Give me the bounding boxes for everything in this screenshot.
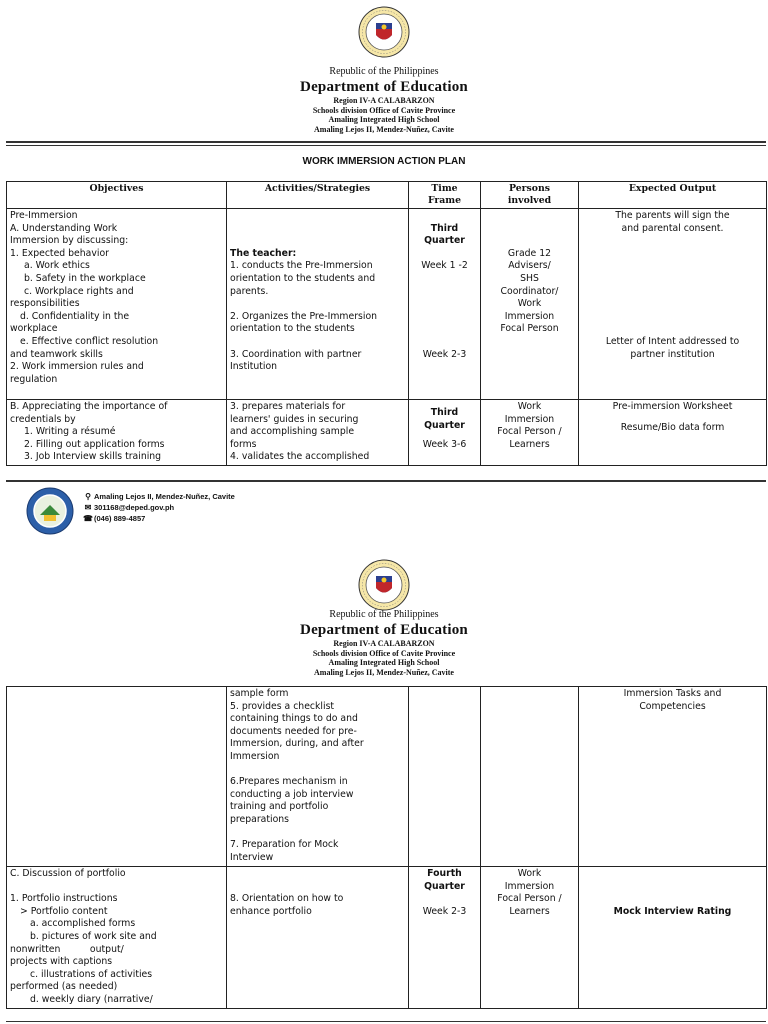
teacher-heading: The teacher: — [230, 247, 297, 259]
table-row — [7, 867, 767, 1009]
letterhead — [0, 66, 768, 134]
deped-seal-logo — [358, 559, 410, 611]
time-frame-cell — [409, 687, 481, 867]
table-row — [7, 400, 767, 466]
activities-cell: 3. prepares materials for learners' guides in securing and accomplishing sample forms 4. validates the accomplished — [227, 400, 409, 466]
region-text: Region IV-A CALABARZON — [333, 96, 435, 105]
footer-rule — [6, 1021, 766, 1022]
deped-seal-logo — [358, 6, 410, 58]
table-header-row — [7, 182, 767, 209]
persons-cell: Work Immersion Focal Person / Learners — [481, 400, 579, 466]
expected-output-cell — [579, 867, 767, 1009]
division-text: Schools division Office of Cavite Province — [312, 648, 456, 658]
expected-output-cell: The parents will sign the and parental consent. Letter of Intent addressed to partner institution — [579, 209, 767, 400]
col-activities: Activities/Strategies — [227, 182, 409, 209]
phone-icon: ☎ — [83, 514, 93, 523]
footer-email[interactable]: 301168@deped.gov.ph — [94, 503, 175, 512]
objectives-cell: B. Appreciating the importance of credentials by 1. Writing a résumé 2. Filling out application forms 3. Job Interview skills training — [7, 400, 227, 466]
time-frame-cell: Third Quarter Week 3-6 — [409, 400, 481, 466]
letterhead — [0, 609, 768, 677]
expected-output-cell: Immersion Tasks and Competencies — [579, 687, 767, 867]
col-expected-output: Expected Output — [579, 182, 767, 209]
time-frame-cell: Fourth Quarter Week 2-3 — [409, 867, 481, 1009]
header-rule — [6, 141, 766, 143]
mock-interview-rating: Mock Interview Rating — [613, 905, 732, 917]
persons-cell: Grade 12 Advisers/ SHS Coordinator/ Work Immersion Focal Person — [481, 209, 579, 400]
table-row — [7, 687, 767, 867]
division-text: Schools division Office of Cavite Province — [312, 105, 456, 115]
address-text: Amaling Lejos II, Mendez-Nuñez, Cavite — [314, 667, 454, 677]
activities-cell: The teacher: 1. conducts the Pre-Immersion orientation to the students and parents. 2. Organizes the Pre-Immersion orientation to the students 3. Coordination with partner Institution — [227, 209, 409, 400]
department-title: Department of Education — [300, 79, 468, 95]
school-text: Amaling Integrated High School — [328, 115, 440, 124]
location-pin-icon: ⚲ — [85, 492, 91, 501]
footer-rule — [6, 480, 766, 482]
objectives-cell: Pre-Immersion A. Understanding Work Immersion by discussing: 1. Expected behavior a. Work ethics b. Safety in the workplace c. Workplace rights and responsibilities d. Confidentiality in the workplace e. Effective conflict resolution and teamwork skills 2. Work immersion rules and regulation — [7, 209, 227, 400]
footer-contact — [82, 491, 235, 524]
table-row — [7, 209, 767, 400]
department-title: Department of Education — [300, 622, 468, 638]
school-text: Amaling Integrated High School — [328, 658, 440, 667]
time-frame-cell: Third Quarter Week 1 -2 Week 2-3 — [409, 209, 481, 400]
activities-cell: sample form 5. provides a checklist containing things to do and documents needed for pre- Immersion, during, and after Immersion 6.Prepares mechanism in conducting a job interview training and portfolio preparations 7. Preparation for Mock Interview — [227, 687, 409, 867]
page-2 — [0, 543, 768, 1024]
document-title: WORK IMMERSION ACTION PLAN — [302, 156, 466, 167]
republic-text: Republic of the Philippines — [329, 66, 439, 77]
republic-text: Republic of the Philippines — [329, 609, 439, 620]
col-objectives: Objectives — [7, 182, 227, 209]
mail-icon: ✉ — [84, 503, 92, 512]
region-text: Region IV-A CALABARZON — [333, 639, 435, 648]
objectives-cell — [7, 687, 227, 867]
action-plan-table-continued — [6, 686, 767, 1009]
school-logo — [26, 487, 74, 535]
footer-address: Amaling Lejos II, Mendez-Nuñez, Cavite — [94, 492, 235, 501]
action-plan-table — [6, 181, 767, 466]
objectives-cell: C. Discussion of portfolio 1. Portfolio instructions > Portfolio content a. accomplished forms b. pictures of work site and nonwritten output/ projects with captions c. illustrations of activities performed (as needed) d. weekly diary (narrative/ — [7, 867, 227, 1009]
persons-cell — [481, 687, 579, 867]
footer-phone: (046) 889-4857 — [94, 514, 146, 523]
expected-output-cell: Pre-immersion Worksheet Resume/Bio data form — [579, 400, 767, 466]
header-rule-thin — [6, 145, 766, 146]
activities-cell: 8. Orientation on how to enhance portfolio — [227, 867, 409, 1009]
col-persons: Persons involved — [481, 182, 579, 209]
col-time-frame: Time Frame — [409, 182, 481, 209]
persons-cell: Work Immersion Focal Person / Learners — [481, 867, 579, 1009]
address-text: Amaling Lejos II, Mendez-Nuñez, Cavite — [314, 124, 454, 134]
